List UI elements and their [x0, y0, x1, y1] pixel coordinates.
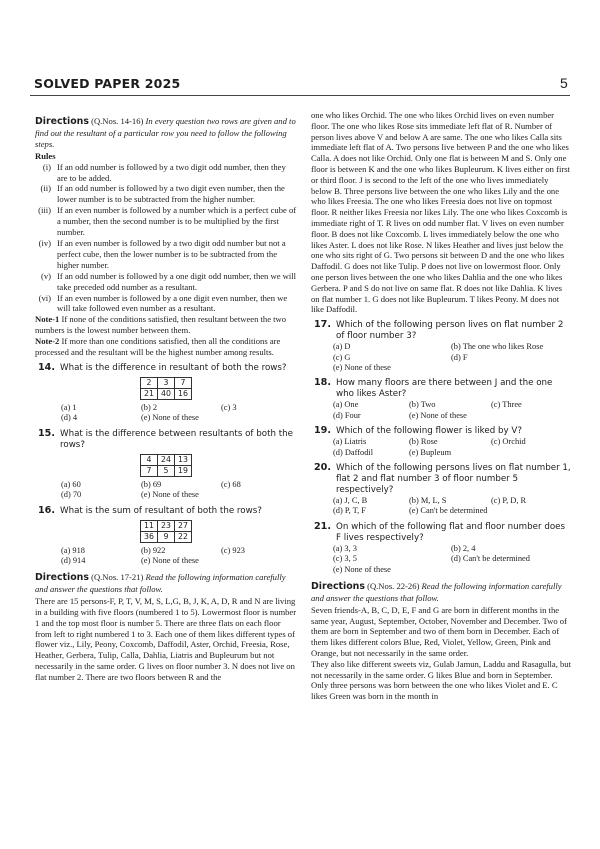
- answer-options: [333, 400, 571, 421]
- option: (a) One: [333, 400, 359, 410]
- rules-list: [35, 162, 297, 315]
- option: (b) Two: [409, 400, 436, 410]
- number-grid: [140, 520, 192, 543]
- grid-cell: 5: [158, 465, 175, 476]
- question-number: 14.: [38, 361, 55, 373]
- question-17: [311, 320, 571, 342]
- note-2: [35, 336, 297, 358]
- question-text: What is the sum of resultant of both the rows?: [60, 505, 262, 516]
- question-text: Which of the following flower is liked by V?: [336, 426, 522, 437]
- rule-text: If an odd number is followed by a two digit even number, then the lower number is to be subtracted from the higher number.: [57, 183, 285, 205]
- grid-cell: 27: [175, 520, 192, 531]
- directions-label: Directions: [35, 572, 89, 584]
- option: (c) 3, 5: [333, 554, 357, 564]
- option: (b) M, L, S: [409, 495, 447, 505]
- rule-number: (iv): [38, 237, 51, 248]
- page-number: 5: [560, 75, 568, 91]
- grid-cell: 3: [158, 377, 175, 388]
- number-grid: [140, 454, 192, 477]
- question-number: 20.: [314, 461, 331, 473]
- option: (a) 3, 3: [333, 543, 357, 553]
- grid-cell: 9: [158, 531, 175, 542]
- answer-options: [333, 544, 571, 575]
- grid-cell: 2: [141, 377, 158, 388]
- question-14: [35, 363, 297, 374]
- option: (a) J, C, B: [333, 495, 368, 505]
- rule-text: If an even number is followed by a number which is a perfect cube of a number, then the second number is to be multiplied by the first number.: [57, 205, 297, 238]
- rule-item: [35, 271, 297, 293]
- grid-cell: 22: [175, 531, 192, 542]
- answer-options: [333, 437, 571, 458]
- answer-options: [61, 546, 297, 567]
- option: (d) Four: [333, 410, 361, 420]
- option: (a) D: [333, 342, 351, 352]
- directions-range: (Q.Nos. 17-21): [91, 572, 144, 583]
- grid-cell: 19: [175, 465, 192, 476]
- rule-text: If an odd number is followed by a one digit odd number, then we will take preceded odd number as a resultant.: [57, 270, 297, 292]
- running-header-title: SOLVED PAPER 2025: [34, 76, 181, 91]
- directions-range: (Q.Nos. 14-16): [91, 116, 144, 126]
- directions-text: Read the following information carefully and answer the questions that follow.: [35, 572, 286, 595]
- option: (e) None of these: [141, 490, 199, 500]
- option: (e) Bupleum: [409, 447, 452, 457]
- question-21: [311, 522, 571, 544]
- note-1: [35, 314, 297, 336]
- question-number: 17.: [314, 319, 331, 331]
- grid-cell: 11: [141, 520, 158, 531]
- rule-item: [35, 238, 297, 271]
- rule-item: [35, 205, 297, 238]
- passage-paragraph: They also like different sweets viz, Gulab Jamun, Laddu and Rasagulla, but not necessarily in the same order. G likes Blue and born in September. Only three persons was born between the one who likes Violet and E. C likes Green was born in the month in: [311, 658, 571, 702]
- question-20: [311, 463, 571, 496]
- option: (e) None of these: [141, 555, 199, 565]
- option: (e) Can't be determined: [409, 506, 488, 516]
- option: (d) 70: [61, 490, 82, 500]
- grid-cell: 7: [175, 377, 192, 388]
- option: (c) P, D, R: [491, 495, 527, 505]
- rules-heading: Rules: [35, 150, 56, 161]
- directions-range: (Q.Nos. 22-26): [367, 581, 420, 592]
- option: (c) G: [333, 352, 351, 362]
- directions-22-26: [311, 581, 571, 604]
- option: (c) 923: [221, 545, 245, 555]
- rule-number: (iii): [38, 205, 51, 216]
- option: (d) Can't be determined: [451, 554, 530, 564]
- option: (a) Liatris: [333, 437, 367, 447]
- grid-cell: 23: [158, 520, 175, 531]
- grid-cell: 13: [175, 454, 192, 465]
- rule-text: If an even number is followed by a one digit even number, then we will take followed even number as a resultant.: [57, 292, 288, 314]
- option: (c) Orchid: [491, 437, 526, 447]
- option: (b) The one who likes Rose: [451, 342, 544, 352]
- grid-cell: 16: [175, 388, 192, 399]
- directions-label: Directions: [35, 116, 89, 127]
- passage-paragraph-continued: one who likes Orchid. The one who likes Orchid lives on even number floor. The one who likes Rose sits immediate left flat of R. Number of person lives above V and below A are same. The one who likes Calla sits immediate left flat of A. Two persons live between P and the one who likes Calla. A does not like Orchid. Only one flat is between M and S. Only one floor is between K and the one who likes Bupleurum. K lives either on first or third floor. J is second to the left of the one who lives immediately below B. Three persons live between the one who likes Lily and the one who likes Freesia. The one who likes Freesia does not live on topmost floor. R neither likes Freesia nor likes Lily. The one who likes Coxcomb is immediate right of T. R lives on odd number flat. V lives on even number floor. B does not like Coxcomb. L lives immediately below the one who likes Aster. L does not like Rose. N likes Heather and lives just below the one who sits right of G. Two persons sit between D and the one who likes Daffodil. G does not like Tulip. P does not live on lowermost floor. Only one person lives between the one who likes Dahlia and the one who likes Gerbera. P and S do not live on same flat. R does not like Dahlia. K lives on flat number 1. G does not like Bupleurum. T likes Peony. M does not like Daffodil.: [311, 110, 570, 315]
- option: (b) 2: [141, 402, 158, 412]
- directions-14-16: [35, 116, 297, 150]
- directions-text: In every question two rows are given and to find out the resultant of a particular row you need to follow the following steps.: [35, 116, 296, 149]
- directions-label: Directions: [311, 581, 365, 593]
- grid-cell: 40: [158, 388, 175, 399]
- rule-item: [35, 293, 297, 315]
- option: (e) None of these: [333, 564, 391, 574]
- directions-17-21: [35, 572, 297, 595]
- option: (d) 4: [61, 413, 78, 423]
- question-number: 19.: [314, 425, 331, 437]
- rule-item: [35, 183, 297, 205]
- question-text: Which of the following persons lives on flat number 1, flat 2 and flat number 3 of floor number 5 respectively?: [336, 462, 571, 495]
- question-number: 15.: [38, 427, 55, 439]
- option: (a) 60: [61, 479, 81, 489]
- option: (e) None of these: [141, 413, 199, 423]
- option: (c) 68: [221, 479, 241, 489]
- option: (c) 3: [221, 402, 237, 412]
- rule-text: If an odd number is followed by a two digit odd number, then they are to be added.: [57, 161, 286, 183]
- option: (a) 1: [61, 402, 77, 412]
- option: (c) Three: [491, 400, 522, 410]
- right-column: [311, 110, 571, 702]
- question-text: What is the difference between resultants of both the rows?: [60, 428, 294, 450]
- passage-paragraph: There are 15 persons-F, P, T, V, M, S, L,G, B, J, K, A, D, R and N are living in a building with five floors (numbered 1 to 5). Lowermost floor is number 1 and the top most floor is number 5. There are three flats on each floor from left to right numbered 1 to 3. Each one of them likes different types of flower viz., Lily, Peony, Coxcomb, Daffodil, Aster, Orchid, Freesia, Rose, Heather, Gerbera, Tulip, Calla, Dahlia, Liatris and Bupleurum but not necessarily in the same order. G lives on floor number 3. N does not live on flat number 2. There are two floors between R and the: [35, 596, 297, 682]
- directions-text: Read the following information carefully and answer the questions that follow.: [311, 581, 562, 603]
- option: (e) None of these: [409, 410, 467, 420]
- option: (d) 914: [61, 555, 86, 565]
- option: (e) None of these: [333, 362, 391, 372]
- note-text: If more than one conditions satisfied, then all the conditions are processed and the resultant will be the highest number among results.: [35, 336, 281, 358]
- rule-item: [35, 162, 297, 184]
- question-18: [311, 378, 571, 400]
- question-16: [35, 506, 297, 517]
- option: (d) F: [451, 352, 468, 362]
- rule-number: (vi): [38, 292, 51, 303]
- grid-cell: 7: [141, 465, 158, 476]
- grid-cell: 4: [141, 454, 158, 465]
- rule-text: If an even number is followed by a two digit odd number but not a perfect cube, then the lower number is to be subtracted from the higher number.: [57, 237, 286, 270]
- passage-paragraph: Seven friends-A, B, C, D, E, F and G are born in different months in the same year, August, September, October, November and December. Two of them are born in September and two of them born in December. Each of them likes different colors Blue, Red, Violet, Yellow, Green, Pink and Orange, but not necessarily in the same order.: [311, 604, 567, 659]
- question-number: 16.: [38, 504, 55, 516]
- option: (b) 2, 4: [451, 543, 476, 553]
- answer-options: [61, 480, 297, 501]
- question-19: [311, 426, 571, 437]
- grid-cell: 24: [158, 454, 175, 465]
- option: (d) Daffodil: [333, 447, 374, 457]
- question-text: Which of the following person lives on flat number 2 of floor number 3?: [336, 320, 564, 342]
- note-label: Note-2: [35, 336, 60, 347]
- header-rule: [30, 95, 570, 96]
- rule-number: (i): [42, 161, 51, 172]
- rule-number: (ii): [40, 183, 51, 194]
- note-text: If none of the conditions satisfied, then resultant between the two numbers is the lowest number between them.: [35, 314, 287, 336]
- question-number: 21.: [314, 520, 331, 532]
- answer-options: [333, 342, 571, 373]
- grid-cell: 36: [141, 531, 158, 542]
- left-column: [35, 116, 297, 683]
- option: (d) P, T, F: [333, 506, 366, 516]
- question-15: [35, 429, 297, 451]
- question-text: What is the difference in resultant of both the rows?: [60, 362, 287, 373]
- grid-cell: 21: [141, 388, 158, 399]
- question-text: How many floors are there between J and the one who likes Aster?: [336, 378, 553, 400]
- rule-number: (v): [40, 270, 51, 281]
- number-grid: [140, 377, 192, 400]
- option: (b) 922: [141, 545, 166, 555]
- answer-options: [61, 403, 297, 424]
- question-text: On which of the following flat and floor number does F lives respectively?: [336, 521, 566, 543]
- option: (a) 918: [61, 545, 85, 555]
- answer-options: [333, 496, 571, 517]
- note-label: Note-1: [35, 314, 60, 325]
- option: (b) 69: [141, 479, 162, 489]
- option: (b) Rose: [409, 437, 438, 447]
- question-number: 18.: [314, 377, 331, 389]
